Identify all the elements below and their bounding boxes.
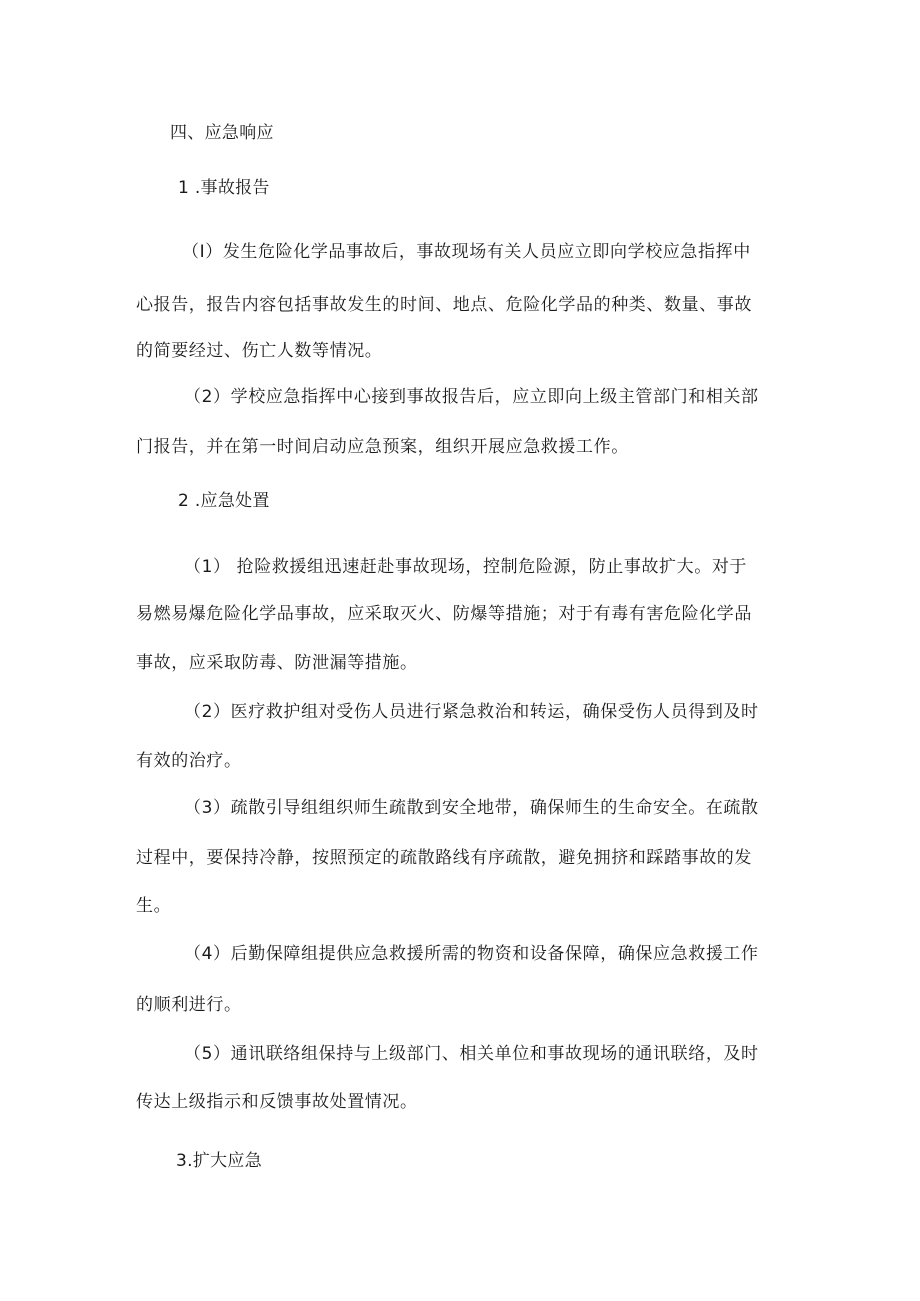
paragraph-line: 的顺利进行。: [136, 995, 242, 1015]
section-title: 四、应急响应: [170, 123, 274, 143]
paragraph-line: 心报告，报告内容包括事故发生的时间、地点、危险化学品的种类、数量、事故: [136, 295, 752, 315]
subsection-title-escalation: 3.扩大应急: [176, 1151, 263, 1171]
paragraph-line: （5）通讯联络组保持与上级部门、相关单位和事故现场的通讯联络，及时: [184, 1044, 759, 1064]
paragraph-line: 易燃易爆危险化学品事故，应采取灭火、防爆等措施；对于有毒有害危险化学品: [136, 604, 752, 624]
paragraph-line: （1） 抢险救援组迅速赶赴事故现场，控制危险源，防止事故扩大。对于: [184, 557, 748, 577]
subsection-title-report: 1 .事故报告: [178, 178, 270, 198]
subsection-title-handling: 2 .应急处置: [178, 491, 270, 511]
paragraph-line: 事故，应采取防毒、防泄漏等措施。: [136, 653, 418, 673]
paragraph-line: （2）医疗救护组对受伤人员进行紧急救治和转运，确保受伤人员得到及时: [184, 702, 759, 722]
paragraph-line: 传达上级指示和反馈事故处置情况。: [136, 1092, 418, 1112]
paragraph-line: 有效的治疗。: [136, 751, 242, 771]
paragraph-line: 的简要经过、伤亡人数等情况。: [136, 341, 383, 361]
paragraph-line: （4）后勤保障组提供应急救援所需的物资和设备保障，确保应急救援工作: [184, 944, 759, 964]
paragraph-line: 过程中，要保持冷静，按照预定的疏散路线有序疏散，避免拥挤和踩踏事故的发: [136, 848, 752, 868]
paragraph-line: （2）学校应急指挥中心接到事故报告后，应立即向上级主管部门和相关部: [184, 387, 759, 407]
paragraph-line: 生。: [136, 896, 172, 916]
paragraph-line: 门报告，并在第一时间启动应急预案，组织开展应急救援工作。: [136, 437, 629, 457]
paragraph-line: （I）发生危险化学品事故后，事故现场有关人员应立即向学校应急指挥中: [182, 242, 751, 262]
paragraph-line: （3）疏散引导组组织师生疏散到安全地带，确保师生的生命安全。在疏散: [184, 798, 759, 818]
